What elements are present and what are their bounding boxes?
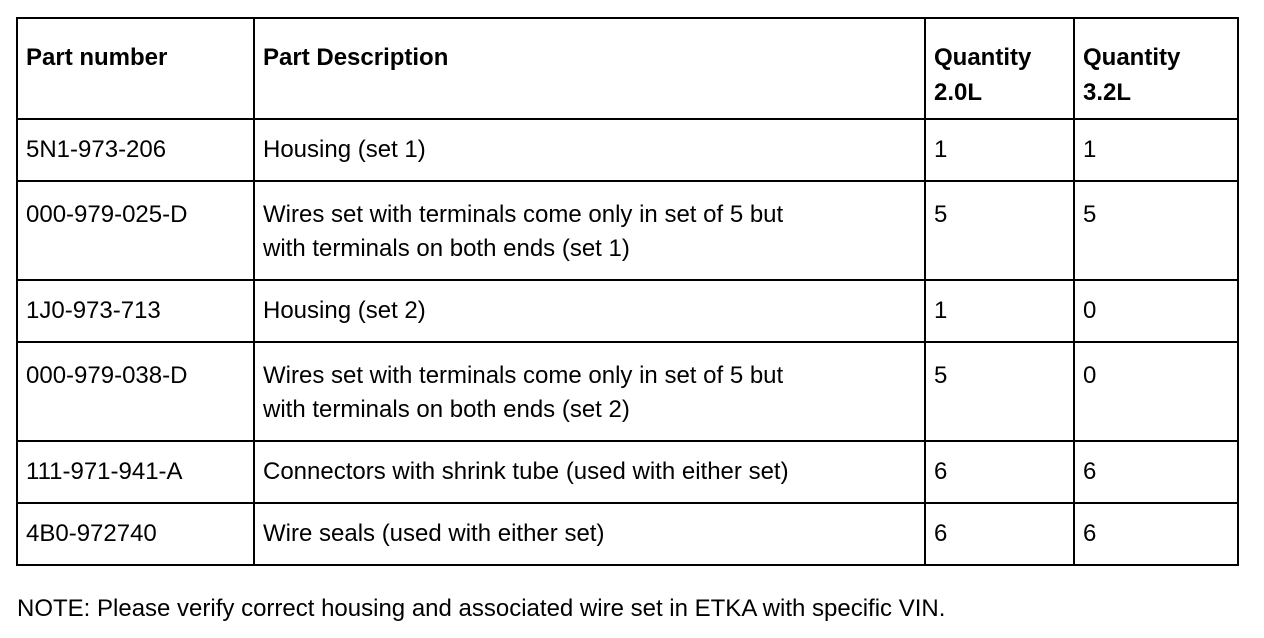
cell-part-number: 4B0-972740 <box>17 503 254 565</box>
cell-qty-2-0l: 6 <box>925 503 1074 565</box>
cell-part-number: 111-971-941-A <box>17 441 254 503</box>
cell-qty-2-0l: 6 <box>925 441 1074 503</box>
description-line-1: Wires set with terminals come only in set of 5 but <box>263 362 784 389</box>
cell-qty-2-0l: 1 <box>925 119 1074 181</box>
cell-description <box>254 342 925 441</box>
cell-part-number: 000-979-025-D <box>17 181 254 280</box>
cell-description <box>254 181 925 280</box>
cell-qty-3-2l: 6 <box>1074 503 1238 565</box>
cell-qty-3-2l: 0 <box>1074 280 1238 342</box>
table-row <box>17 441 1238 503</box>
cell-description: Connectors with shrink tube (used with either set) <box>254 441 925 503</box>
cell-part-number: 5N1-973-206 <box>17 119 254 181</box>
header-quantity-3-2l: Quantity 3.2L <box>1074 18 1238 119</box>
table-row <box>17 280 1238 342</box>
description-line-2: with terminals on both ends (set 2) <box>263 396 630 423</box>
cell-part-number: 000-979-038-D <box>17 342 254 441</box>
description-line-1: Wires set with terminals come only in set of 5 but <box>263 201 784 228</box>
header-part-description: Part Description <box>254 18 925 119</box>
cell-description: Wire seals (used with either set) <box>254 503 925 565</box>
table-header-row <box>17 18 1238 119</box>
cell-qty-3-2l: 0 <box>1074 342 1238 441</box>
cell-description: Housing (set 1) <box>254 119 925 181</box>
table-row <box>17 119 1238 181</box>
cell-part-number: 1J0-973-713 <box>17 280 254 342</box>
header-quantity-2-0l: Quantity 2.0L <box>925 18 1074 119</box>
header-part-number: Part number <box>17 18 254 119</box>
cell-qty-2-0l: 1 <box>925 280 1074 342</box>
table-row <box>17 342 1238 441</box>
cell-qty-3-2l: 1 <box>1074 119 1238 181</box>
note-text: NOTE: Please verify correct housing and associated wire set in ETKA with specific VIN. <box>17 595 946 622</box>
cell-qty-3-2l: 6 <box>1074 441 1238 503</box>
cell-qty-2-0l: 5 <box>925 181 1074 280</box>
table-row <box>17 503 1238 565</box>
cell-qty-2-0l: 5 <box>925 342 1074 441</box>
description-line-2: with terminals on both ends (set 1) <box>263 235 630 262</box>
cell-qty-3-2l: 5 <box>1074 181 1238 280</box>
parts-table <box>16 17 1239 566</box>
cell-description: Housing (set 2) <box>254 280 925 342</box>
table-row <box>17 181 1238 280</box>
